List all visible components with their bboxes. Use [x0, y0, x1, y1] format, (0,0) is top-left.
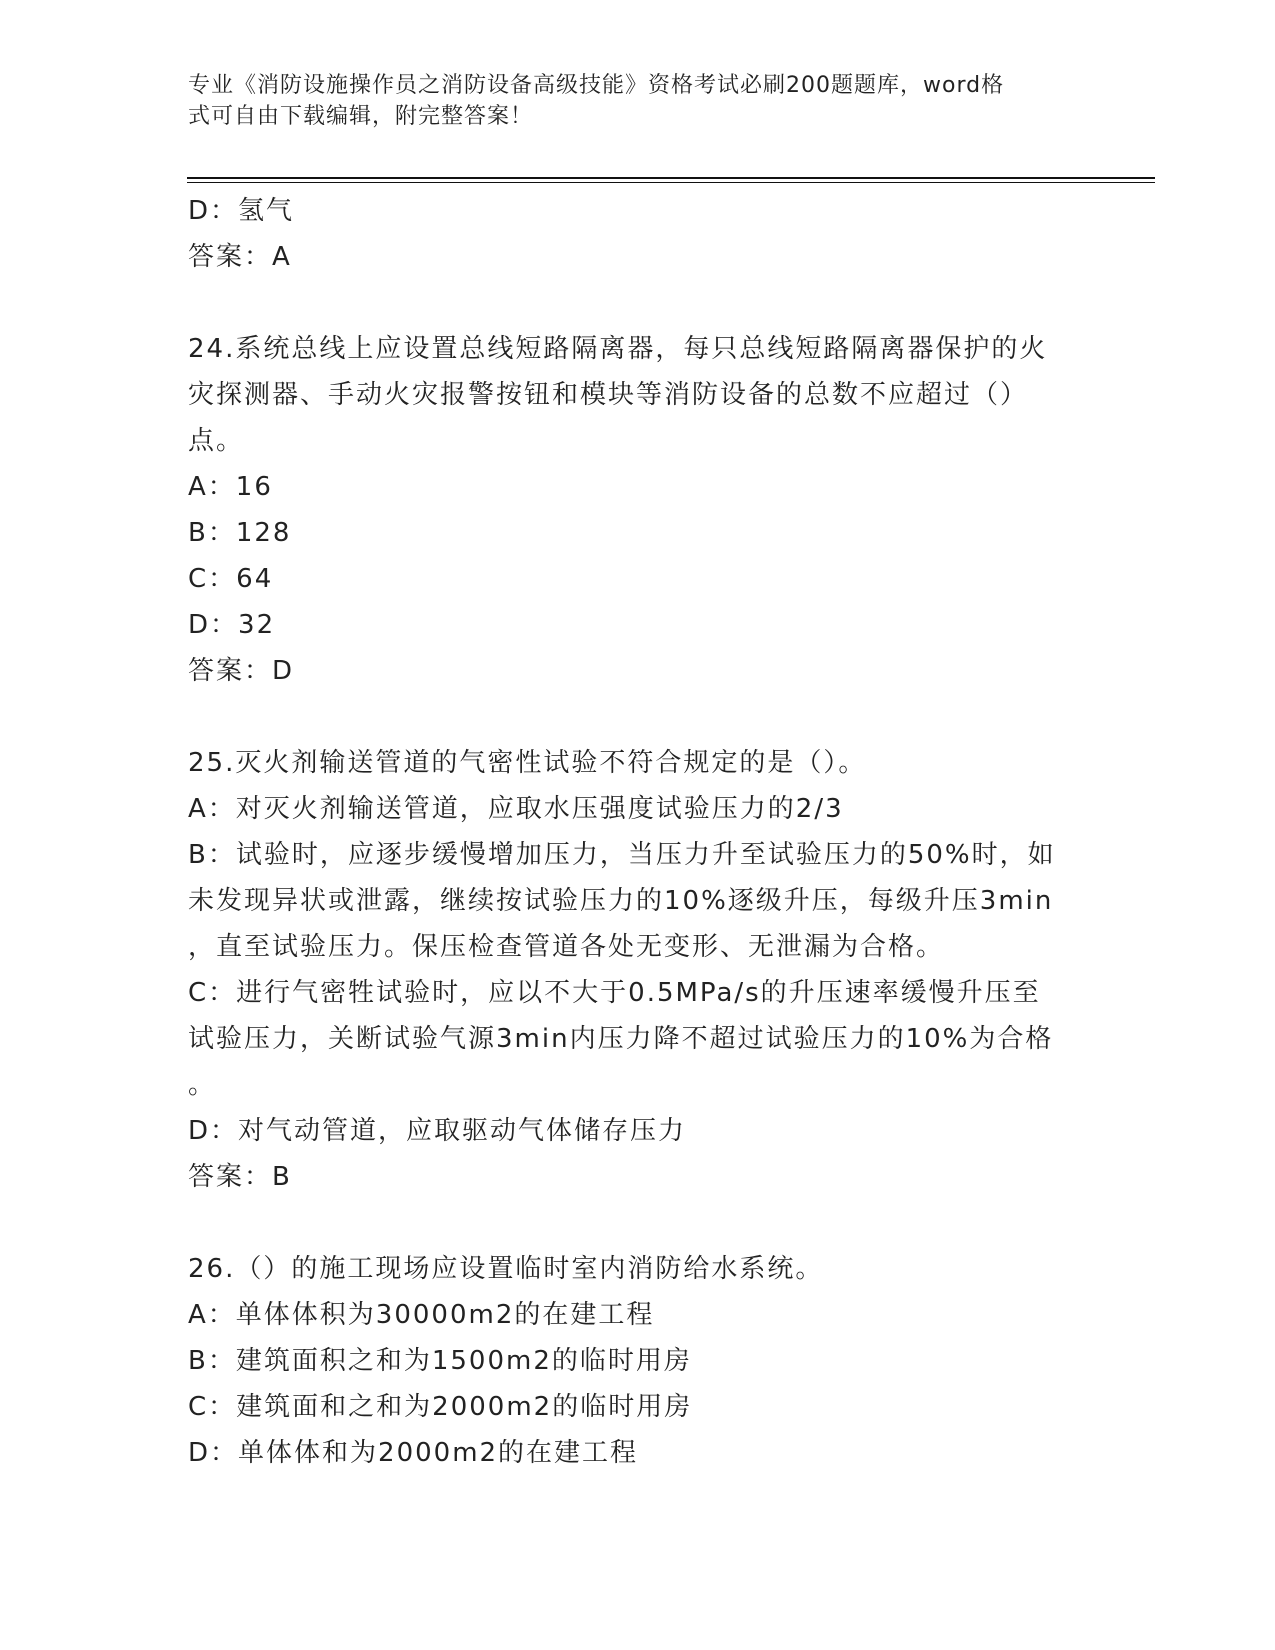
spacer — [188, 1200, 1078, 1246]
header-line-1: 专业《消防设施操作员之消防设备高级技能》资格考试必刷200题题库，word格 — [188, 73, 1005, 98]
q24-option-a: A：16 — [188, 472, 273, 502]
q24-option-d: D：32 — [188, 610, 276, 640]
question-26 — [188, 1246, 1078, 1476]
header-line-2: 式可自由下载编辑，附完整答案！ — [188, 104, 534, 129]
spacer — [188, 280, 1078, 326]
question-24 — [188, 326, 1078, 694]
q24-stem-line-3: 点。 — [188, 426, 245, 456]
q25-option-c-line-1: C：进行气密牲试验时，应以不大于0.5MPa/s的升压速率缓慢升压至 — [188, 978, 1041, 1008]
header-divider-thin — [187, 182, 1155, 183]
q26-stem: 26.（）的施工现场应设置临时室内消防给水系统。 — [188, 1254, 824, 1284]
q25-answer: 答案：B — [188, 1162, 292, 1192]
q25-option-c-line-2: 试验压力，关断试验气源3min内压力降不超过试验压力的10%为合格 — [188, 1024, 1054, 1054]
q25-option-b-line-2: 未发现异状或泄露，继续按试验压力的10%逐级升压，每级升压3min — [188, 886, 1054, 916]
q23-answer: 答案：A — [188, 242, 292, 272]
q26-option-d: D：单体体和为2000m2的在建工程 — [188, 1438, 639, 1468]
spacer — [188, 694, 1078, 740]
q25-option-b-line-1: B：试验时，应逐步缓慢增加压力，当压力升至试验压力的50%时，如 — [188, 840, 1056, 870]
q24-option-b: B：128 — [188, 518, 292, 548]
q26-option-c: C：建筑面和之和为2000m2的临时用房 — [188, 1392, 693, 1422]
q26-option-b: B：建筑面积之和为1500m2的临时用房 — [188, 1346, 692, 1376]
question-25 — [188, 740, 1078, 1200]
q23-option-d: D：氢气 — [188, 196, 295, 226]
document-header — [188, 70, 1068, 132]
q24-stem-line-1: 24.系统总线上应设置总线短路隔离器，每只总线短路隔离器保护的火 — [188, 334, 1048, 364]
question-content — [188, 188, 1078, 1476]
q24-stem-line-2: 灾探测器、手动火灾报警按钮和模块等消防设备的总数不应超过（） — [188, 380, 1029, 410]
header-divider-thick — [187, 177, 1155, 179]
q25-option-a: A：对灭火剂输送管道，应取水压强度试验压力的2/3 — [188, 794, 844, 824]
q24-option-c: C：64 — [188, 564, 274, 594]
q25-option-b-line-3: ，直至试验压力。保压检查管道各处无变形、无泄漏为合格。 — [188, 932, 945, 962]
question-23-tail — [188, 188, 1078, 280]
q25-option-c-line-3: 。 — [188, 1070, 217, 1100]
q25-stem: 25.灭火剂输送管道的气密性试验不符合规定的是（）。 — [188, 748, 867, 778]
q25-option-d: D：对气动管道，应取驱动气体储存压力 — [188, 1116, 687, 1146]
q26-option-a: A：单体体积为30000m2的在建工程 — [188, 1300, 655, 1330]
q24-answer: 答案：D — [188, 656, 295, 686]
